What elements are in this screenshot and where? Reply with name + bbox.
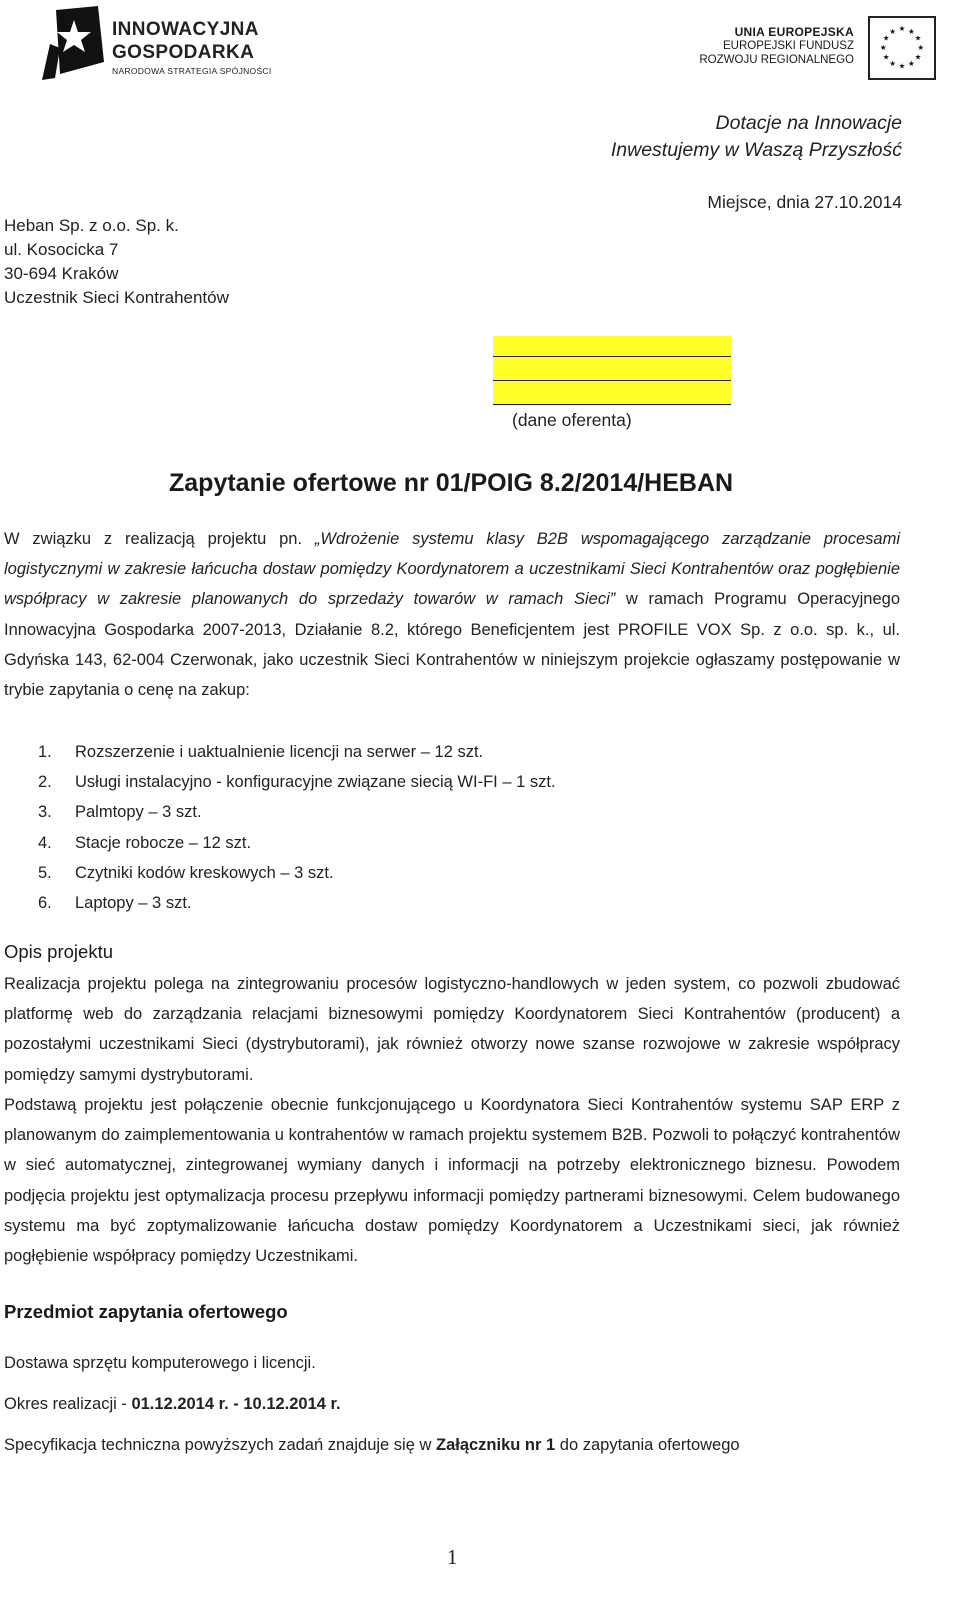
recipient-line-2: [493, 380, 731, 381]
svg-text:★: ★: [889, 26, 896, 36]
svg-text:★: ★: [908, 26, 915, 36]
list-item-number: 4.: [38, 833, 52, 852]
document-title: Zapytanie ofertowe nr 01/POIG 8.2/2014/HEBAN: [169, 469, 734, 497]
sender-city: 30-694 Kraków: [4, 264, 119, 283]
recipient-line-1: [493, 356, 731, 357]
intro-project-name: „Wdrożenie systemu klasy B2B wspomagającego zarządzanie procesami logistycznymi w zakresie łańcucha dostaw pomiędzy Koordynatorem a uczestnikami Sieci Kontrahentów oraz pogłębienie współpracy w zakresie planowanych do sprzedaży towarów w ramach Sieci”: [4, 530, 900, 609]
list-item-text: Rozszerzenie i uaktualnienie licencji na serwer – 12 szt.: [75, 743, 484, 761]
recipient-highlight-box: [493, 336, 731, 406]
eu-logo-line1: UNIA EUROPEJSKA: [734, 25, 854, 39]
innowacyjna-gospodarka-logo: [38, 4, 288, 82]
logo-left-line2: GOSPODARKA: [112, 42, 255, 63]
okres-realizacji: [4, 1395, 341, 1414]
opis-heading: Opis projektu: [4, 941, 113, 962]
recipient-label: (dane oferenta): [512, 410, 632, 430]
svg-text:★: ★: [914, 33, 922, 43]
list-item-text: Usługi instalacyjno - konfiguracyjne związane siecią WI-FI – 1 szt.: [75, 773, 556, 792]
eu-logo-line3: ROZWOJU REGIONALNEGO: [699, 53, 854, 66]
sender-street: ul. Kosocicka 7: [4, 240, 119, 259]
list-item-text: Palmtopy – 3 szt.: [75, 803, 202, 822]
spec-attachment: Załączniku nr 1: [435, 1436, 556, 1454]
slogan-line1: Dotacje na Innowacje: [715, 112, 902, 134]
intro-part2: w ramach Programu Operacyjnego Innowacyjna Gospodarka 2007-2013, Działanie 8.2, którego Beneficjentem jest PROFILE VOX Sp. z o.o. sp. k., ul. Gdyńska 143, 62-004 Czerwonak, jako uczestnik Sieci Kontrahentów w niniejszym projekcie ogłaszamy postępowanie w trybie zapytania o cenę na zakup:: [4, 590, 901, 700]
list-item: [38, 828, 556, 858]
list-item: [38, 737, 556, 767]
list-item-number: 3.: [38, 803, 52, 822]
list-item-number: 6.: [38, 894, 52, 913]
specyfikacja-line: [4, 1436, 740, 1455]
svg-text:★: ★: [889, 58, 896, 68]
sender-role: Uczestnik Sieci Kontrahentów: [4, 288, 229, 307]
list-item: [38, 767, 556, 797]
spec-part2: do zapytania ofertowego: [555, 1436, 740, 1454]
list-item: [38, 797, 556, 827]
okres-value: 01.12.2014 r. - 10.12.2014 r.: [131, 1395, 341, 1413]
eu-logo: [688, 16, 936, 82]
svg-text:★: ★: [914, 52, 922, 62]
list-item-number: 2.: [38, 773, 52, 792]
opis-paragraph-1: Realizacja projektu polega na zintegrowaniu procesów logistyczno-handlowych w jeden system, co pozwoli zbudować platformę web do zarządzania relacjami biznesowymi pomiędzy Koordynatorem Sieci Kontrahentów (producent) a pozostałymi uczestnikami Sieci (dystrybutorami), jak również otworzy nowe szanse rozwojowe w zakresie współpracy pomiędzy samymi dystrybutorami.: [4, 975, 900, 1084]
opis-paragraph-2: Podstawą projektu jest połączenie obecnie funkcjonującego u Koordynatora Sieci Kontrahentów systemu SAP ERP z planowanym do zaimplementowania u kontrahentów w ramach projektu systemem B2B. Pozwoli to połączyć kontrahentów w sieć automatycznej, zintegrowanej wymiany danych i informacji na potrzeby elektronicznego biznesu. Powodem podjęcia projektu jest optymalizacja procesu przepływu informacji pomiędzy partnerami biznesowymi. Celem budowanego systemu ma być zoptymalizowanie łańcucha dostaw pomiędzy Koordynatorem a Uczestnikami sieci, jak również pogłębienie współpracy pomiędzy Uczestnikami.: [4, 1096, 900, 1266]
sender-name: Heban Sp. z o.o. Sp. k.: [4, 216, 179, 235]
eu-logo-line2: EUROPEJSKI FUNDUSZ: [723, 40, 854, 52]
list-item: [38, 888, 556, 918]
items-list: [38, 737, 556, 918]
intro-part1: W związku z realizacją projektu pn.: [4, 530, 315, 548]
logo-left-line1: INNOWACYJNA: [112, 19, 259, 40]
eu-stars-flag-icon: [868, 16, 936, 80]
list-item-text: Czytniki kodów kreskowych – 3 szt.: [75, 863, 334, 882]
recipient-line-3: [493, 404, 731, 405]
okres-label: Okres realizacji -: [4, 1395, 132, 1413]
svg-text:★: ★: [908, 58, 915, 68]
list-item-number: 1.: [38, 743, 52, 761]
przedmiot-description: Dostawa sprzętu komputerowego i licencji.: [4, 1354, 316, 1372]
list-item-number: 5.: [38, 863, 52, 882]
svg-text:★: ★: [882, 52, 890, 62]
logo-left-line3: NARODOWA STRATEGIA SPÓJNOŚCI: [112, 66, 272, 76]
svg-text:★: ★: [898, 61, 906, 71]
list-item: [38, 858, 556, 888]
intro-paragraph: [4, 524, 900, 705]
przedmiot-heading: Przedmiot zapytania ofertowego: [4, 1301, 288, 1322]
list-item-text: Stacje robocze – 12 szt.: [75, 833, 252, 852]
slogan-line2: Inwestujemy w Waszą Przyszłość: [610, 139, 902, 161]
svg-text:★: ★: [882, 33, 890, 43]
list-item-text: Laptopy – 3 szt.: [75, 894, 192, 913]
svg-text:★: ★: [898, 24, 906, 34]
spec-part1: Specyfikacja techniczna powyższych zadań znajduje się w: [4, 1436, 436, 1454]
document-date: Miejsce, dnia 27.10.2014: [707, 192, 902, 212]
svg-text:★: ★: [917, 42, 925, 52]
svg-text:★: ★: [879, 42, 887, 52]
page-number: 1: [447, 1545, 458, 1569]
star-flag-logo-icon: [38, 4, 108, 82]
